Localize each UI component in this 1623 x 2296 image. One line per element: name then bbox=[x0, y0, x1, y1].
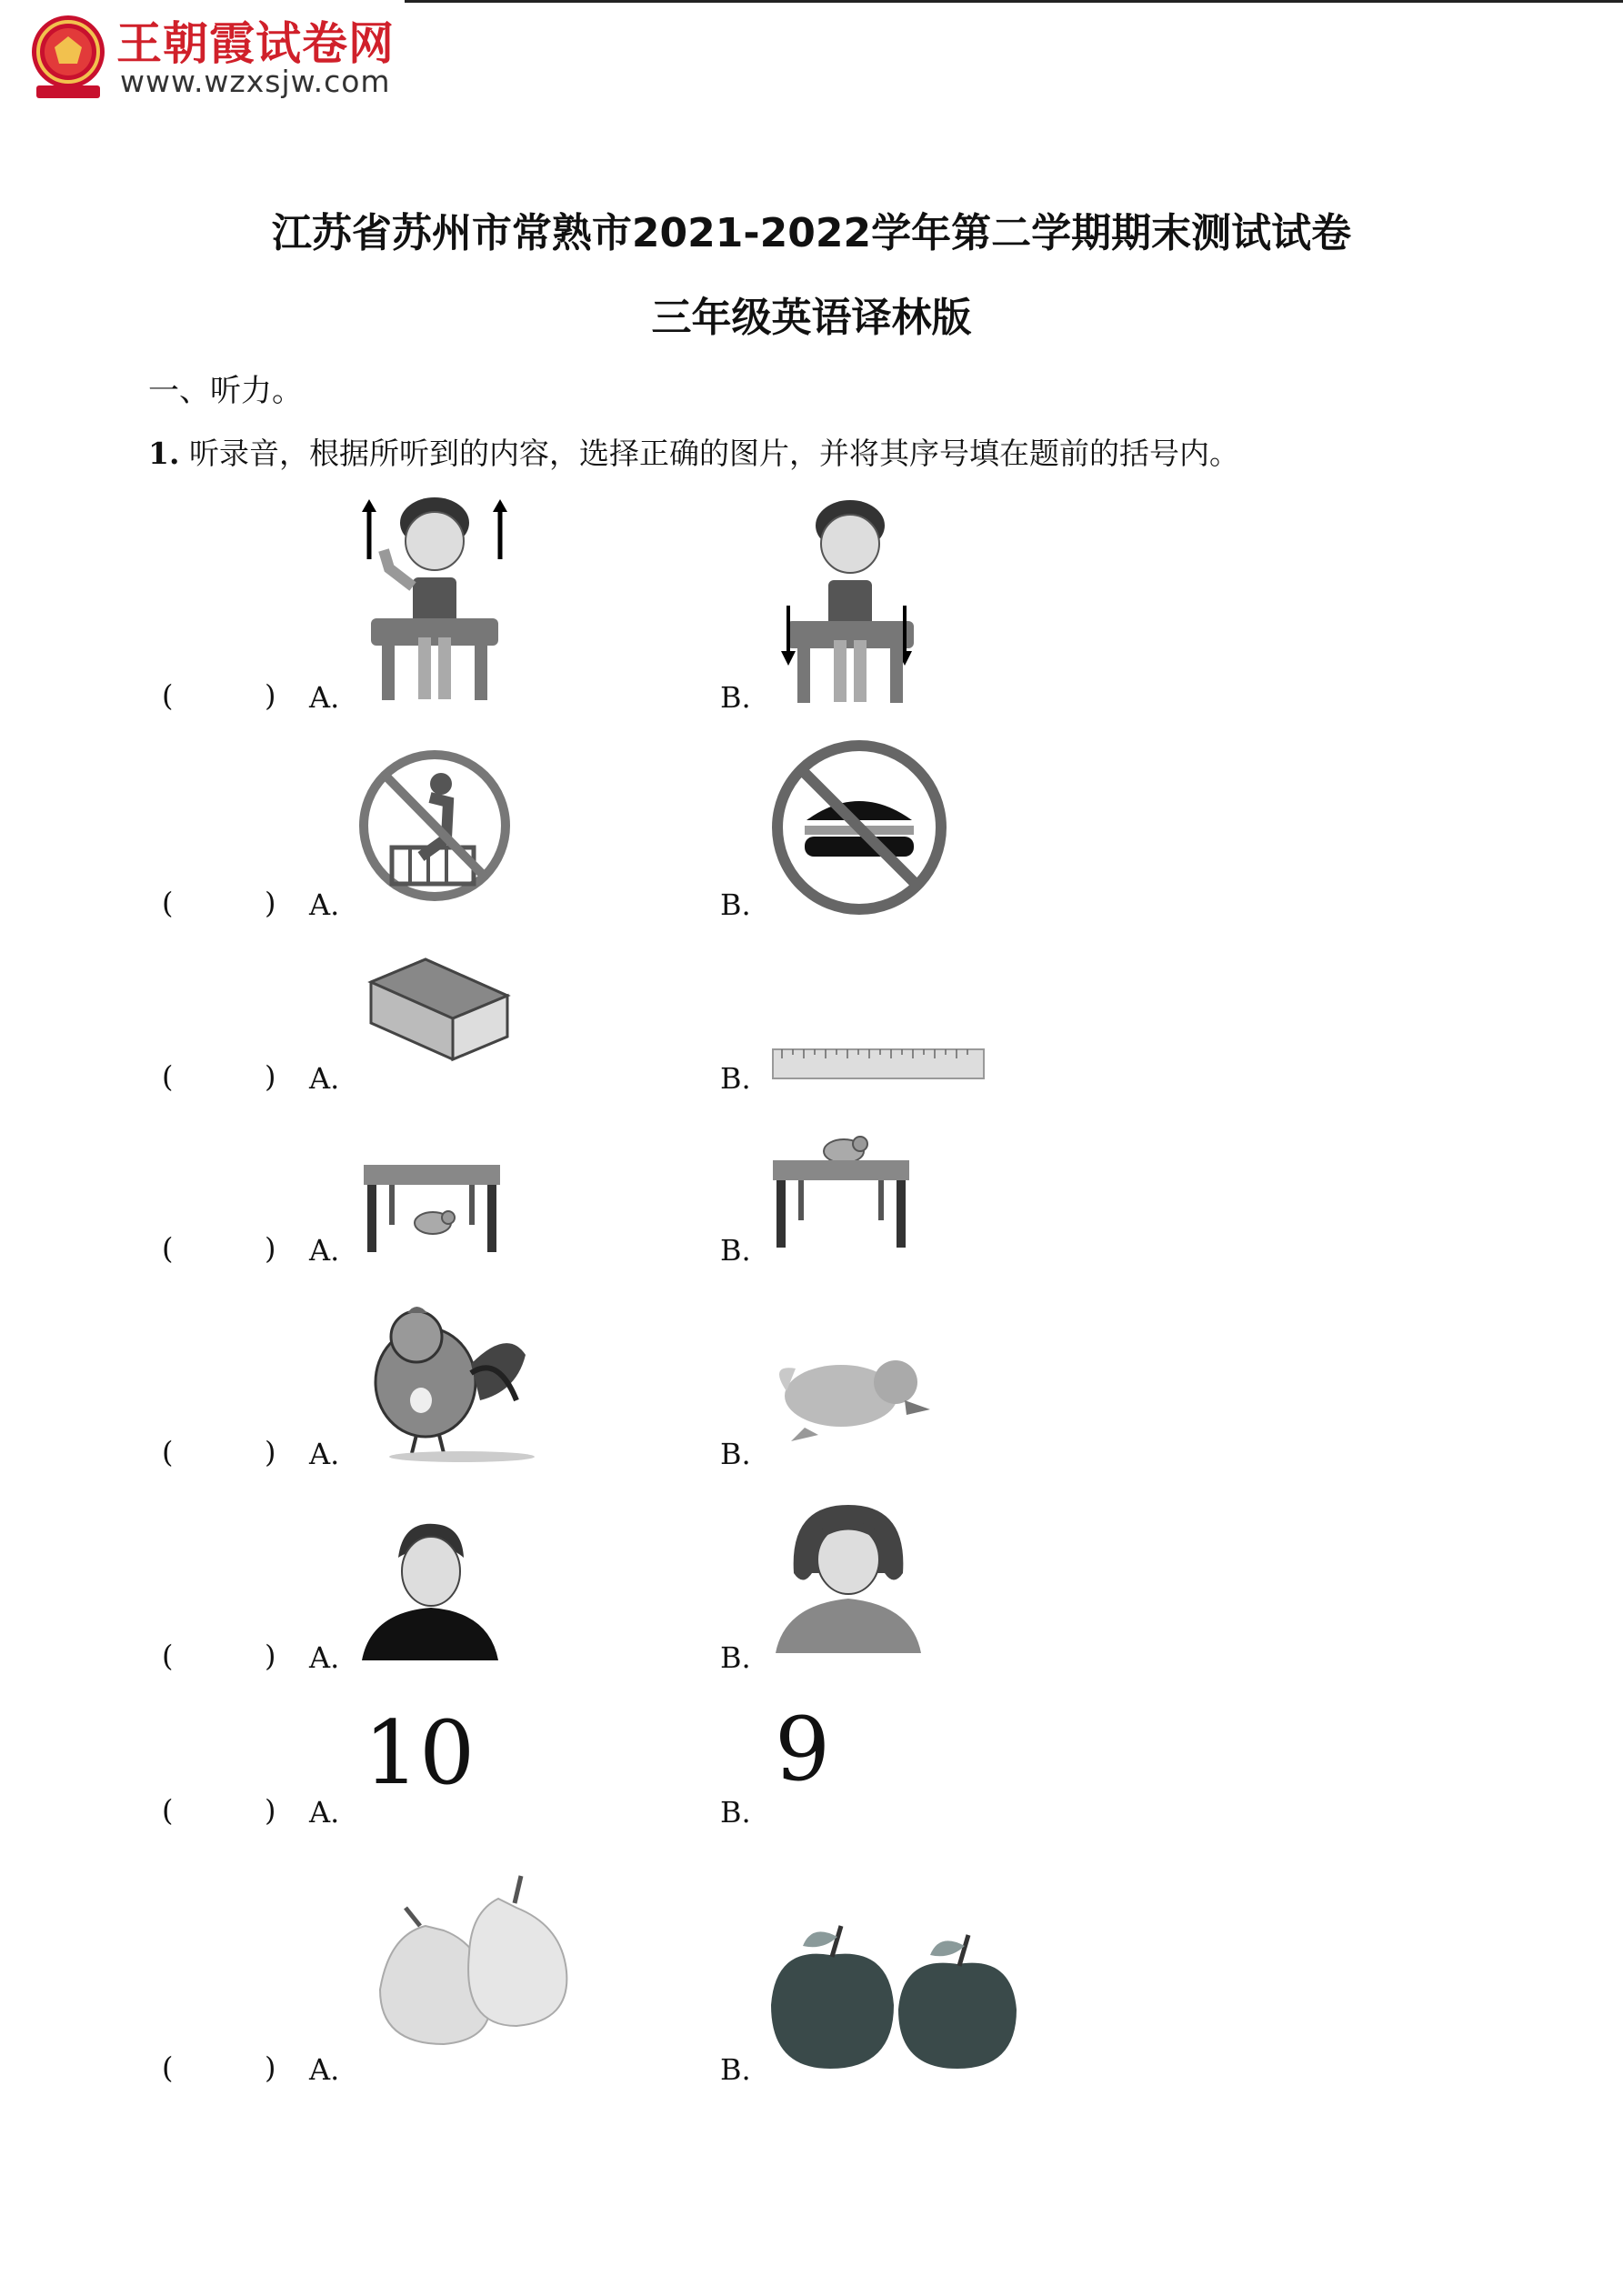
number-ten-icon: 10 bbox=[364, 1702, 476, 1804]
chicken-icon bbox=[362, 1300, 544, 1464]
option-a-label: A. bbox=[309, 887, 340, 922]
answer-paren-close: ) bbox=[265, 1435, 276, 1469]
exam-title: 江苏省苏州市常熟市2021-2022学年第二学期期末测试试卷 bbox=[271, 210, 1352, 256]
duck-icon bbox=[768, 1346, 932, 1446]
option-b-label: B. bbox=[720, 1795, 751, 1830]
answer-paren-open: ( bbox=[162, 1059, 174, 1094]
bird-on-table-icon bbox=[771, 1126, 912, 1253]
option-a-label: A. bbox=[309, 1640, 340, 1675]
brand-logo-icon bbox=[27, 11, 109, 102]
answer-paren-open: ( bbox=[162, 678, 174, 713]
question-text: 听录音，根据所听到的内容，选择正确的图片，并将其序号填在题前的括号内。 bbox=[188, 436, 1239, 471]
ruler-icon bbox=[771, 1046, 986, 1082]
answer-paren-open: ( bbox=[162, 1793, 174, 1828]
answer-paren-open: ( bbox=[162, 1435, 174, 1469]
option-a-label: A. bbox=[309, 2052, 340, 2087]
question-item-5 bbox=[0, 1291, 1623, 1473]
option-b-label: B. bbox=[720, 1061, 751, 1096]
answer-paren-close: ) bbox=[265, 2050, 276, 2085]
question-number: 1. bbox=[148, 436, 180, 471]
question-prompt bbox=[148, 430, 1239, 473]
option-b-label: B. bbox=[720, 2052, 751, 2087]
question-item-1 bbox=[0, 491, 1623, 718]
answer-paren-close: ) bbox=[265, 1793, 276, 1828]
bird-under-table-icon bbox=[362, 1159, 503, 1259]
answer-paren-open: ( bbox=[162, 1231, 174, 1266]
option-a-label: A. bbox=[309, 680, 340, 715]
boy-arms-down-icon bbox=[768, 498, 932, 717]
answer-paren-close: ) bbox=[265, 1231, 276, 1266]
number-nine-icon: 9 bbox=[775, 1699, 831, 1800]
brand-name: 王朝霞试卷网 bbox=[116, 17, 395, 70]
eraser-icon bbox=[362, 955, 516, 1064]
option-a-label: A. bbox=[309, 1233, 340, 1268]
header-rule bbox=[405, 0, 1623, 3]
option-b-label: B. bbox=[720, 1437, 751, 1471]
question-item-6 bbox=[0, 1491, 1623, 1682]
option-a-label: A. bbox=[309, 1437, 340, 1471]
option-a-label: A. bbox=[309, 1061, 340, 1096]
answer-paren-close: ) bbox=[265, 1059, 276, 1094]
option-b-label: B. bbox=[720, 1233, 751, 1268]
answer-paren-open: ( bbox=[162, 2050, 174, 2085]
question-item-2 bbox=[0, 737, 1623, 927]
section-heading: 一、听力。 bbox=[148, 373, 303, 409]
question-item-4 bbox=[0, 1118, 1623, 1273]
boy-portrait-icon bbox=[362, 1517, 498, 1662]
brand-url[interactable]: www.wzxsjw.com bbox=[120, 64, 391, 99]
question-item-7 bbox=[0, 1700, 1623, 1837]
answer-paren-close: ) bbox=[265, 678, 276, 713]
exam-subtitle: 三年级英语译林版 bbox=[651, 295, 972, 341]
option-b-label: B. bbox=[720, 887, 751, 922]
no-climbing-sign-icon bbox=[357, 747, 512, 904]
no-food-sign-icon bbox=[768, 737, 950, 918]
pears-icon bbox=[362, 1871, 580, 2053]
apples-icon bbox=[766, 1919, 1021, 2073]
answer-paren-close: ) bbox=[265, 1639, 276, 1673]
girl-portrait-icon bbox=[776, 1500, 921, 1655]
answer-paren-close: ) bbox=[265, 886, 276, 920]
boy-arms-up-icon bbox=[353, 496, 516, 714]
option-b-label: B. bbox=[720, 680, 751, 715]
option-b-label: B. bbox=[720, 1640, 751, 1675]
option-a-label: A. bbox=[309, 1795, 340, 1830]
question-item-3 bbox=[0, 946, 1623, 1100]
answer-paren-open: ( bbox=[162, 1639, 174, 1673]
answer-paren-open: ( bbox=[162, 886, 174, 920]
question-item-8 bbox=[0, 1864, 1623, 2091]
